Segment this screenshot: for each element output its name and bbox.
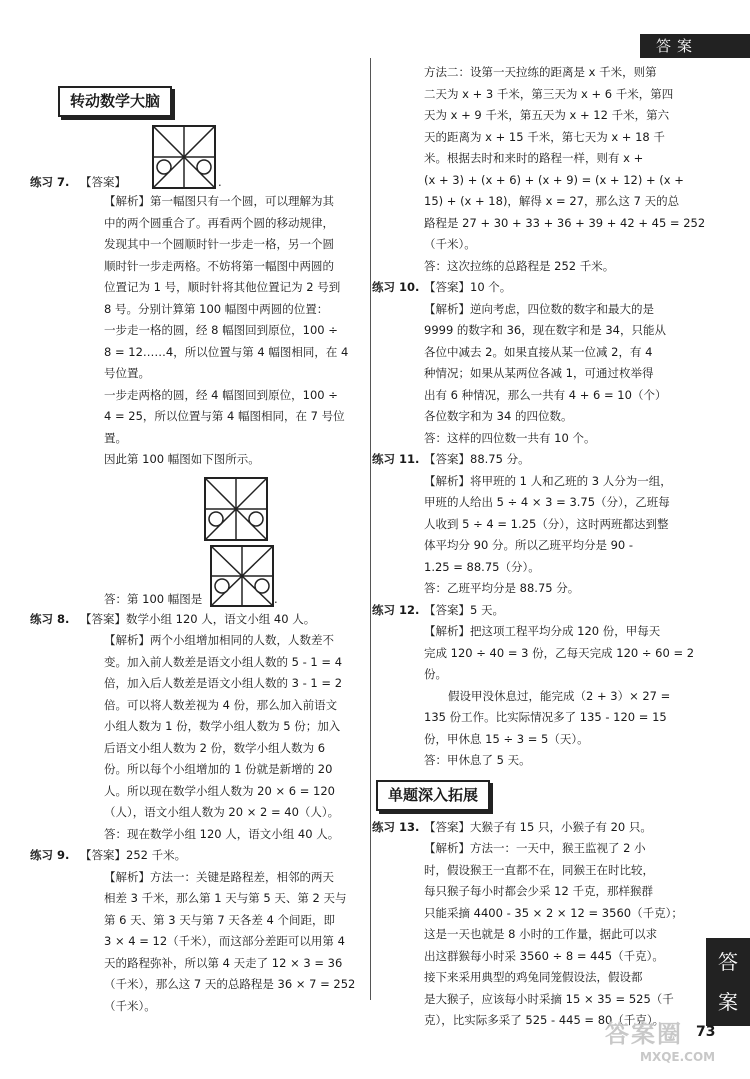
exercise-7-lines [62, 191, 360, 471]
text-line: 完成 120 ÷ 40 = 3 份，乙每天完成 120 ÷ 60 = 2 [424, 645, 695, 660]
text-line: 甲班的人给出 5 ÷ 4 × 3 = 3.75（分），乙班每 [424, 495, 670, 509]
text-line: 份。所以每个小组增加的 1 份就是新增的 20 [104, 762, 333, 776]
watermark-url: MXQE.COM [640, 1050, 716, 1064]
exercise-8-answer: 【答案】数学小组 120 人，语文小组 40 人。 [80, 611, 316, 626]
text-line: 8 = 12……4，所以位置与第 4 幅图相同，在 4 [104, 344, 349, 359]
exercise-8 [30, 609, 360, 846]
text-line: 9999 的数字和 36，现在数字和是 34，只能从 [424, 323, 666, 337]
text-line: 【解析】两个小组增加相同的人数，人数差不 [104, 633, 334, 647]
column-divider [370, 58, 371, 1000]
text-line: 各位中减去 2。如果直接从某一位减 2，有 4 [424, 344, 653, 359]
exercise-11-label: 练习 11. [372, 452, 420, 466]
text-line: 时，假设猴王一直都不在，同猴王在时比较， [424, 862, 654, 877]
exercise-12-answer: 【答案】5 天。 [424, 602, 504, 617]
text-line: 变。加入前人数差是语文小组人数的 5 - 1 = 4 [104, 654, 343, 669]
text-line: 这是一天也就是 8 小时的工作量，据此可以求 [424, 927, 658, 941]
exercise-10 [372, 277, 704, 449]
text-line: 一步走两格的圆，经 4 幅图回到原位，100 ÷ [104, 387, 338, 402]
side-tab-line1: 答 [718, 950, 738, 974]
text-line: 中的两个圆重合了。再看两个圆的移动规律， [104, 215, 334, 230]
text-line: 只能采摘 4400 - 35 × 2 × 12 = 3560（千克）； [424, 905, 683, 920]
text-line: 份。 [424, 667, 447, 681]
watermark-logo: 答案圈 [605, 1020, 683, 1048]
exercise-11 [372, 449, 704, 600]
exercise-9 [30, 845, 360, 1017]
text-line: 4 = 25，所以位置与第 4 幅图相同，在 7 号位 [104, 409, 345, 423]
final-figure-7 [210, 545, 274, 607]
text-line: 假设甲没休息过，能完成（2 + 3）× 27 = [448, 688, 671, 703]
text-line: 【解析】方法一：一天中，猴王监视了 2 小 [424, 841, 646, 855]
text-line: 每只猴子每小时都会少采 12 千克，那样猴群 [424, 884, 653, 898]
text-line: 天的路程弥补，所以第 4 天走了 12 × 3 = 36 [104, 955, 343, 970]
text-line: 15) + (x + 18)，解得 x = 27，那么这 7 天的总 [424, 194, 680, 208]
right-column [372, 62, 704, 1032]
text-line: 路程是 27 + 30 + 33 + 36 + 39 + 42 + 45 = 252 [424, 215, 706, 230]
text-line: 方法二：设第一天拉练的距离是 x 千米，则第 [424, 65, 657, 79]
text-line: 答：这次拉练的总路程是 252 千米。 [424, 258, 615, 273]
exercise-12 [372, 600, 704, 772]
text-line: 份，甲休息 15 ÷ 3 = 5（天）。 [424, 731, 589, 746]
exercise-7-label: 练习 7. [30, 174, 70, 189]
text-line: 克），比实际多采了 525 - 445 = 80（千克）。 [424, 1013, 665, 1027]
text-line: 答：乙班平均分是 88.75 分。 [424, 581, 580, 595]
figure-100-illustration [204, 477, 268, 541]
exercise-9-answer: 【答案】252 千米。 [80, 848, 187, 862]
text-line: 3 × 4 = 12（千米），而这部分差距可以用第 4 [104, 934, 345, 948]
text-line: （千米），那么这 7 天的总路程是 36 × 7 = 252 [104, 977, 356, 991]
text-line: （人），语文小组人数为 20 × 2 = 40（人）。 [104, 805, 340, 819]
header-answer-tab: 答案 [640, 34, 750, 58]
exercise-13-answer: 【答案】大猴子有 15 只，小猴子有 20 只。 [424, 819, 652, 834]
exercise-7-final-answer: 答：第 100 幅图是 [104, 592, 203, 606]
left-column [30, 84, 360, 1017]
text-line: 天的距离为 x + 15 千米，第七天为 x + 18 千 [424, 129, 665, 144]
exercise-8-label: 练习 8. [30, 611, 70, 626]
text-line: 号位置。 [104, 366, 150, 380]
text-line: 天为 x + 9 千米，第五天为 x + 12 千米，第六 [424, 108, 670, 122]
text-line: 【解析】将甲班的 1 人和乙班的 3 人分为一组， [424, 473, 672, 488]
text-line: 接下来采用典型的鸡兔同笼假设法，假设都 [424, 970, 643, 984]
side-tab-line2: 案 [718, 990, 738, 1014]
text-line: 体平均分 90 分。所以乙班平均分是 90 - [424, 538, 634, 552]
text-line: (x + 3) + (x + 6) + (x + 9) = (x + 12) + (x + [424, 172, 684, 187]
text-line: 第 6 天、第 3 天与第 7 天各差 4 个间距，即 [104, 912, 336, 927]
text-line: 各位数字和为 34 的四位数。 [424, 409, 573, 423]
exercise-7-answer-prefix: 【答案】 [80, 174, 126, 189]
side-answer-tab [706, 938, 750, 1026]
text-line: 1.25 = 88.75（分）。 [424, 559, 540, 574]
text-line: 【解析】把这项工程平均分成 120 份，甲每天 [424, 624, 661, 638]
exercise-9-label: 练习 9. [30, 848, 70, 862]
exercise-13 [372, 817, 704, 1032]
exercise-12-label: 练习 12. [372, 602, 420, 617]
answer-figure-7 [152, 125, 216, 189]
text-line: 一步走一格的圆，经 8 幅图回到原位，100 ÷ [104, 323, 338, 337]
text-line: 发现其中一个圆顺时针一步走一格，另一个圆 [104, 237, 334, 251]
text-line: 因此第 100 幅图如下图所示。 [104, 452, 260, 466]
section-title-deep-expansion: 单题深入拓展 [376, 780, 490, 811]
text-line: 位置记为 1 号，顺时针将其他位置记为 2 号到 [104, 280, 341, 294]
text-line: 135 份工作。比实际情况多了 135 - 120 = 15 [424, 710, 667, 724]
text-line: 8 号。分别计算第 100 幅图中两圆的位置： [104, 301, 329, 316]
exercise-11-answer: 【答案】88.75 分。 [424, 452, 530, 466]
exercise-7: 练习 7. 【答案】 . 【解析】第一幅图只有一个圆，可以理解为其 中的两个圆重合了。再看两个圆的移动规律， 发现其中一个圆顺时针一步走一格，另一个圆 顺时针一步走两格。不妨将第一幅图中两圆的 位置记为 1 号，顺时针将其他位置记为 2 号到 8 号。分别计算第 100 幅图中两圆的位置： 一步走一格的圆，经 8 幅图回到原位，100 ÷ 8 = 12……4，所以位置与第 4 幅图相同，在 4 号位置。 一步走两格的圆，经 4 幅图回到原位，100 ÷ 4 = 25，所以位置与第 4 幅图相同，在 7 号位 置。 因此第 100 幅图如下图所示。 答：第 100 幅图是 . [62, 123, 360, 609]
text-line: 顺时针一步走两格。不妨将第一幅图中两圆的 [104, 258, 334, 273]
exercise-9-continued [372, 62, 704, 277]
text-line: 小组人数为 1 份，数学小组人数为 5 份；加入 [104, 719, 341, 733]
text-line: 相差 3 千米，那么第 1 天与第 5 天、第 2 天与 [104, 891, 347, 905]
text-line: （千米）。 [104, 998, 156, 1013]
text-line: 【解析】方法一：关键是路程差，相邻的两天 [104, 869, 334, 884]
text-line: 二天为 x + 3 千米，第三天为 x + 6 千米，第四 [424, 86, 674, 101]
exercise-13-label: 练习 13. [372, 819, 420, 834]
section-title-brain: 转动数学大脑 [58, 86, 172, 117]
text-line: 出有 6 种情况，那么一共有 4 + 6 = 10（个） [424, 387, 667, 402]
text-line: 米。根据去时和来时的路程一样，则有 x + [424, 151, 644, 165]
text-line: 出这群猴每小时采 3560 ÷ 8 = 445（千克）。 [424, 948, 664, 963]
text-line: 倍。可以将人数差视为 4 份，那么加入前语文 [104, 697, 338, 712]
text-line: 倍，加入后人数差是语文小组人数的 3 - 1 = 2 [104, 676, 343, 690]
text-line: （千米）。 [424, 237, 476, 251]
page-number: 73 [696, 1024, 716, 1040]
text-line: 人收到 5 ÷ 4 = 1.25（分），这时两班都达到整 [424, 516, 669, 531]
text-line: 种情况；如果从某两位各减 1，可通过枚举得 [424, 366, 654, 380]
text-line: 【解析】逆向考虑，四位数的数字和最大的是 [424, 301, 654, 316]
text-line: 答：这样的四位数一共有 10 个。 [424, 430, 596, 445]
exercise-10-label: 练习 10. [372, 280, 420, 294]
text-line: 后语文小组人数为 2 份，数学小组人数为 6 [104, 740, 326, 755]
text-line: 【解析】第一幅图只有一个圆，可以理解为其 [104, 194, 334, 208]
text-line: 是大猴子，应该每小时采摘 15 × 35 = 525（千 [424, 991, 674, 1006]
text-line: 答：甲休息了 5 天。 [424, 753, 531, 767]
text-line: 答：现在数学小组 120 人，语文小组 40 人。 [104, 826, 340, 841]
text-line: 人。所以现在数学小组人数为 20 × 6 = 120 [104, 783, 335, 798]
exercise-10-answer: 【答案】10 个。 [424, 280, 512, 294]
text-line: 置。 [104, 430, 127, 445]
